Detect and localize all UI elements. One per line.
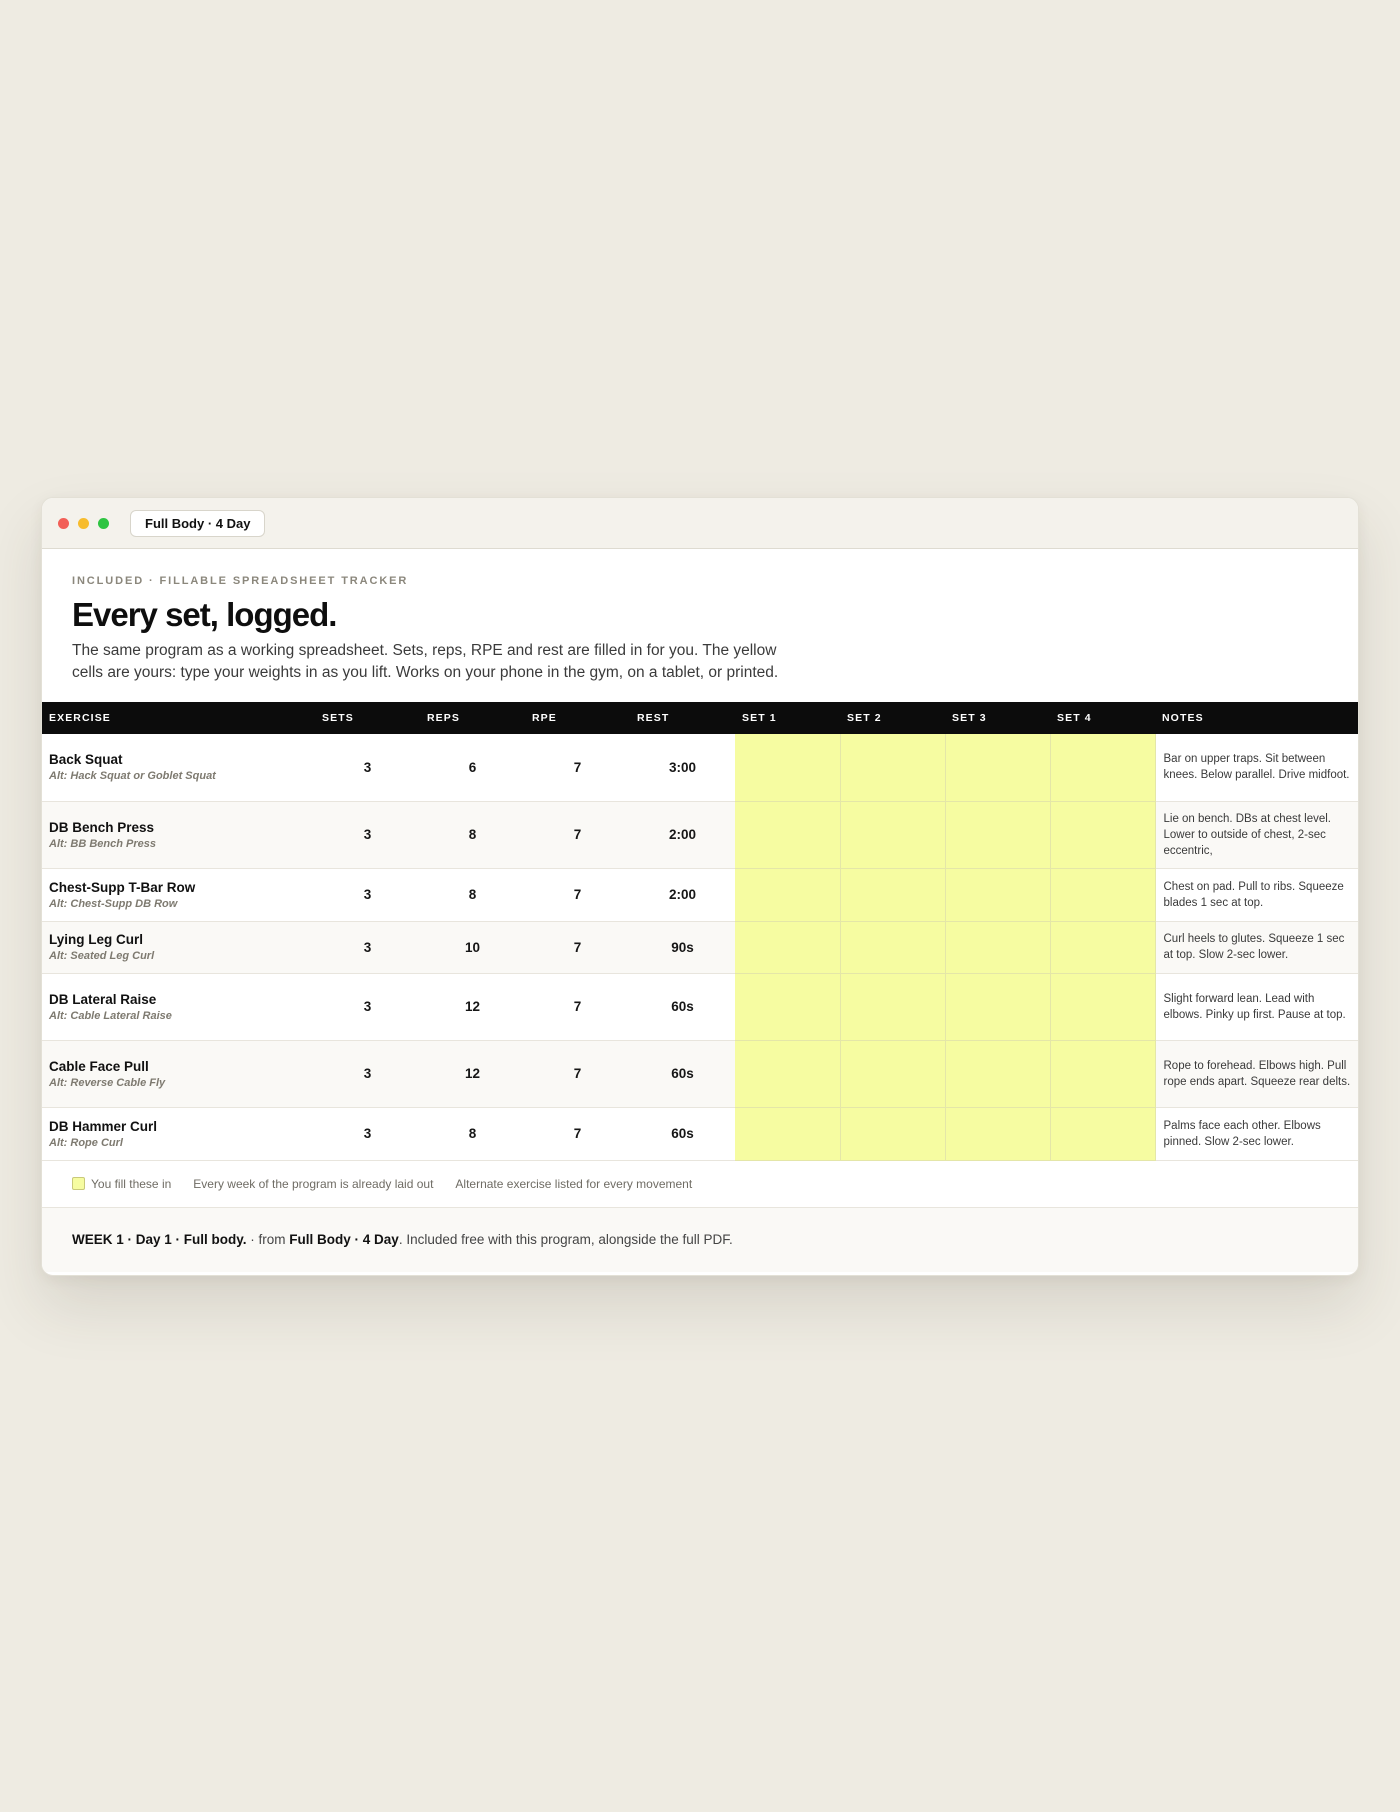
footer-from-text: · from — [246, 1232, 290, 1247]
set-2-input-cell[interactable] — [840, 1107, 945, 1160]
set-3-input-cell[interactable] — [945, 973, 1050, 1040]
exercise-name: DB Hammer Curl — [49, 1118, 158, 1134]
set-2-input-cell[interactable] — [840, 921, 945, 973]
column-header: SETS — [322, 712, 354, 724]
notes-cell: Bar on upper traps. Sit between knees. Below parallel. Drive midfoot. — [1155, 734, 1359, 801]
sets-cell: 3 — [315, 801, 420, 868]
exercise-name: DB Lateral Raise — [49, 991, 157, 1007]
footer-caption — [42, 1208, 1358, 1272]
exercise-alt: Alt: Reverse Cable Fly — [49, 1076, 166, 1089]
notes-cell: Lie on bench. DBs at chest level. Lower to outside of chest, 2-sec eccentric, — [1155, 801, 1359, 868]
reps-cell: 12 — [420, 973, 525, 1040]
exercise-cell — [42, 734, 315, 801]
exercise-name: Chest-Supp T-Bar Row — [49, 879, 196, 895]
sets-cell: 3 — [315, 973, 420, 1040]
tab-program[interactable]: Full Body · 4 Day — [130, 510, 265, 537]
exercise-name: Cable Face Pull — [49, 1058, 149, 1074]
set-1-input-cell[interactable] — [735, 921, 840, 973]
sets-cell: 3 — [315, 921, 420, 973]
rest-cell: 2:00 — [630, 801, 735, 868]
exercise-alt: Alt: Hack Squat or Goblet Squat — [49, 770, 216, 783]
exercise-alt: Alt: Chest-Supp DB Row — [49, 897, 178, 910]
notes-cell: Chest on pad. Pull to ribs. Squeeze blades 1 sec at top. — [1155, 868, 1359, 921]
rest-cell: 60s — [630, 973, 735, 1040]
rest-cell: 60s — [630, 1040, 735, 1107]
column-header: REST — [637, 712, 670, 724]
legend-item-alternates — [455, 1177, 692, 1191]
exercise-name: Back Squat — [49, 752, 123, 768]
exercise-cell — [42, 801, 315, 868]
column-header: SET 2 — [847, 712, 882, 724]
tracker-window — [41, 497, 1359, 1276]
column-header: SET 4 — [1057, 712, 1092, 724]
reps-cell: 8 — [420, 801, 525, 868]
notes-cell: Palms face each other. Elbows pinned. Slow 2-sec lower. — [1155, 1107, 1359, 1160]
rpe-cell: 7 — [525, 1107, 630, 1160]
notes-cell: Slight forward lean. Lead with elbows. Pinky up first. Pause at top. — [1155, 973, 1359, 1040]
set-1-input-cell[interactable] — [735, 1040, 840, 1107]
footer-suffix: . Included free with this program, alongside the full PDF. — [398, 1232, 733, 1247]
reps-cell: 6 — [420, 734, 525, 801]
exercise-alt: Alt: BB Bench Press — [49, 837, 156, 850]
set-4-input-cell[interactable] — [1050, 1040, 1155, 1107]
table-row — [42, 801, 1359, 868]
table-row — [42, 973, 1359, 1040]
set-4-input-cell[interactable] — [1050, 868, 1155, 921]
legend-item-weeks — [193, 1177, 433, 1191]
set-3-input-cell[interactable] — [945, 1107, 1050, 1160]
set-1-input-cell[interactable] — [735, 973, 840, 1040]
close-window-button[interactable] — [58, 518, 69, 529]
set-4-input-cell[interactable] — [1050, 734, 1155, 801]
set-2-input-cell[interactable] — [840, 1040, 945, 1107]
notes-cell: Rope to forehead. Elbows high. Pull rope ends apart. Squeeze rear delts. — [1155, 1040, 1359, 1107]
table-header-row — [42, 702, 1359, 734]
rest-cell: 3:00 — [630, 734, 735, 801]
sets-cell: 3 — [315, 1107, 420, 1160]
set-1-input-cell[interactable] — [735, 1107, 840, 1160]
set-4-input-cell[interactable] — [1050, 973, 1155, 1040]
page-description: The same program as a working spreadsheet. Sets, reps, RPE and rest are filled in for you. The yellow cells are yours: type your weights in as you lift. Works on your phone in the gym, on a tablet, or printed. — [72, 642, 779, 681]
rest-cell: 60s — [630, 1107, 735, 1160]
table-row — [42, 734, 1359, 801]
set-4-input-cell[interactable] — [1050, 1107, 1155, 1160]
week-label: WEEK 1 · Day 1 · Full body. — [72, 1232, 247, 1247]
exercise-name: DB Bench Press — [49, 819, 155, 835]
section-header — [42, 549, 1358, 702]
table-row — [42, 1107, 1359, 1160]
column-header: NOTES — [1162, 712, 1204, 724]
exercise-alt: Alt: Cable Lateral Raise — [49, 1009, 172, 1022]
set-2-input-cell[interactable] — [840, 734, 945, 801]
set-2-input-cell[interactable] — [840, 973, 945, 1040]
set-1-input-cell[interactable] — [735, 801, 840, 868]
set-2-input-cell[interactable] — [840, 801, 945, 868]
page-title: Every set, logged. — [72, 596, 337, 633]
workout-table — [42, 702, 1359, 1161]
set-3-input-cell[interactable] — [945, 801, 1050, 868]
legend-item-fill — [72, 1177, 171, 1191]
reps-cell: 12 — [420, 1040, 525, 1107]
rpe-cell: 7 — [525, 734, 630, 801]
column-header: REPS — [427, 712, 460, 724]
rpe-cell: 7 — [525, 973, 630, 1040]
sets-cell: 3 — [315, 868, 420, 921]
rest-cell: 2:00 — [630, 868, 735, 921]
rpe-cell: 7 — [525, 868, 630, 921]
sets-cell: 3 — [315, 734, 420, 801]
legend-label: Every week of the program is already laid out — [193, 1176, 434, 1191]
legend-label: Alternate exercise listed for every movement — [455, 1176, 693, 1191]
set-2-input-cell[interactable] — [840, 868, 945, 921]
set-3-input-cell[interactable] — [945, 921, 1050, 973]
eyebrow-label: INCLUDED · FILLABLE SPREADSHEET TRACKER — [72, 575, 409, 587]
rest-cell: 90s — [630, 921, 735, 973]
rpe-cell: 7 — [525, 921, 630, 973]
set-1-input-cell[interactable] — [735, 734, 840, 801]
notes-cell: Curl heels to glutes. Squeeze 1 sec at top. Slow 2-sec lower. — [1155, 921, 1359, 973]
reps-cell: 10 — [420, 921, 525, 973]
reps-cell: 8 — [420, 868, 525, 921]
yellow-swatch-icon — [72, 1177, 85, 1190]
exercise-alt: Alt: Seated Leg Curl — [49, 950, 155, 962]
rpe-cell: 7 — [525, 801, 630, 868]
exercise-cell — [42, 1107, 315, 1160]
exercise-name: Lying Leg Curl — [49, 932, 143, 947]
column-header: RPE — [532, 712, 557, 724]
set-4-input-cell[interactable] — [1050, 921, 1155, 973]
program-name: Full Body · 4 Day — [289, 1232, 399, 1247]
legend-bar — [42, 1161, 1358, 1208]
column-header: EXERCISE — [49, 712, 111, 724]
set-3-input-cell[interactable] — [945, 734, 1050, 801]
set-3-input-cell[interactable] — [945, 868, 1050, 921]
set-1-input-cell[interactable] — [735, 868, 840, 921]
column-header: SET 1 — [742, 712, 777, 724]
set-3-input-cell[interactable] — [945, 1040, 1050, 1107]
window-titlebar — [42, 498, 1358, 549]
reps-cell: 8 — [420, 1107, 525, 1160]
maximize-window-button[interactable] — [98, 518, 109, 529]
exercise-cell — [42, 868, 315, 921]
sets-cell: 3 — [315, 1040, 420, 1107]
minimize-window-button[interactable] — [78, 518, 89, 529]
exercise-alt: Alt: Rope Curl — [49, 1136, 123, 1149]
set-4-input-cell[interactable] — [1050, 801, 1155, 868]
exercise-cell — [42, 921, 315, 973]
column-header: SET 3 — [952, 712, 987, 724]
exercise-cell — [42, 973, 315, 1040]
table-row — [42, 1040, 1359, 1107]
legend-label: You fill these in — [91, 1176, 172, 1191]
table-row — [42, 868, 1359, 921]
exercise-cell — [42, 1040, 315, 1107]
table-row — [42, 921, 1359, 973]
rpe-cell: 7 — [525, 1040, 630, 1107]
